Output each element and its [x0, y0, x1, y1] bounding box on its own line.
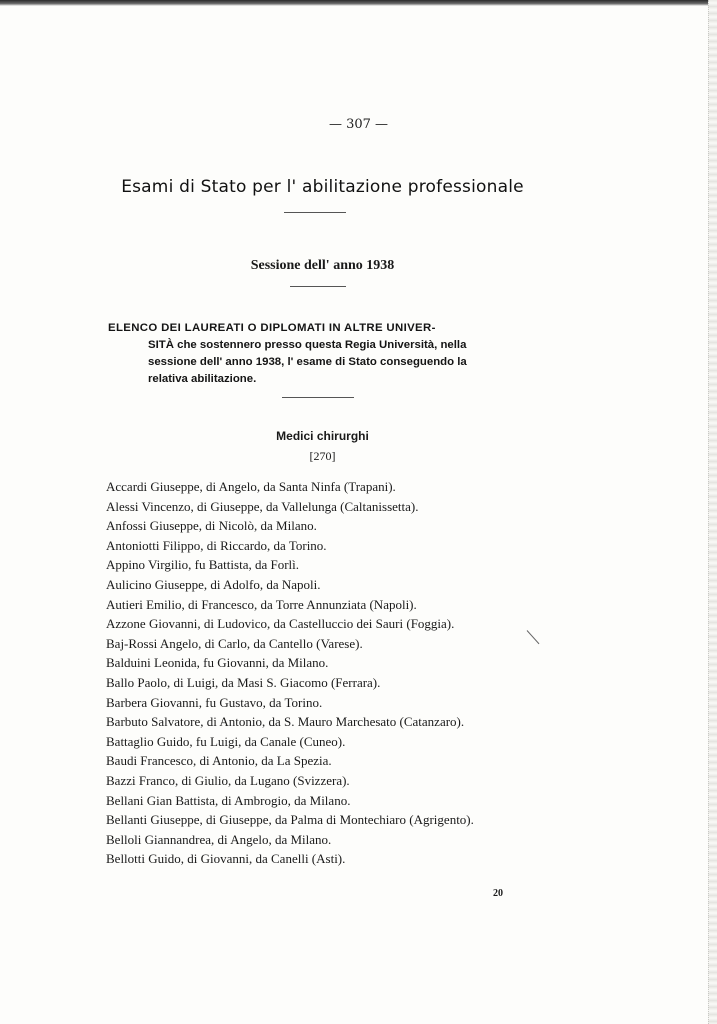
list-item: Bellotti Guido, di Giovanni, da Canelli (Asti).	[106, 851, 346, 867]
intro-line: ELENCO DEI LAUREATI O DIPLOMATI IN ALTRE UNIVER-	[108, 322, 436, 334]
section-count: [270]	[309, 449, 336, 463]
intro-line: sessione dell' anno 1938, l' esame di Stato conseguendo la	[148, 356, 467, 368]
divider	[284, 212, 346, 213]
list-item: Bazzi Franco, di Giulio, da Lugano (Svizzera).	[106, 772, 350, 788]
intro-line: SITÀ che sostennero presso questa Regia Università, nella	[148, 339, 467, 351]
section-title: Medici chirurghi	[276, 429, 369, 443]
list-item: Bellanti Giuseppe, di Giuseppe, da Palma di Montechiaro (Agrigento).	[106, 812, 474, 828]
list-item: Azzone Giovanni, di Ludovico, da Castelluccio dei Sauri (Foggia).	[106, 616, 455, 632]
divider	[282, 397, 354, 398]
intro-line: relativa abilitazione.	[148, 373, 257, 385]
list-item: Battaglio Guido, fu Luigi, da Canale (Cuneo).	[106, 733, 346, 749]
intro-paragraph	[108, 320, 533, 388]
list-item: Autieri Emilio, di Francesco, da Torre Annunziata (Napoli).	[106, 596, 417, 612]
list-item: Balduini Leonida, fu Giovanni, da Milano.	[106, 655, 329, 671]
list-item: Alessi Vincenzo, di Giuseppe, da Vallelunga (Caltanissetta).	[106, 498, 419, 514]
graduate-list	[106, 477, 546, 869]
list-item: Belloli Giannandrea, di Angelo, da Milano.	[106, 831, 332, 847]
list-item: Accardi Giuseppe, di Angelo, da Santa Ninfa (Trapani).	[106, 479, 396, 494]
list-item: Barbuto Salvatore, di Antonio, da S. Mauro Marchesato (Catanzaro).	[106, 714, 465, 730]
session-title: Sessione dell' anno 1938	[250, 258, 395, 273]
scan-right-edge	[708, 0, 717, 1024]
list-item: Aulicino Giuseppe, di Adolfo, da Napoli.	[106, 576, 321, 592]
list-item: Bellani Gian Battista, di Ambrogio, da Milano.	[106, 792, 351, 808]
list-item: Appino Virgilio, fu Battista, da Forlì.	[106, 557, 300, 573]
divider	[290, 286, 346, 287]
list-item: Anfossi Giuseppe, di Nicolò, da Milano.	[106, 518, 317, 534]
list-item: Antoniotti Filippo, di Riccardo, da Torino.	[106, 537, 327, 553]
list-item: Ballo Paolo, di Luigi, da Masi S. Giacomo (Ferrara).	[106, 674, 381, 690]
signature-mark: 20	[493, 888, 503, 899]
list-item: Baj-Rossi Angelo, di Carlo, da Cantello (Varese).	[106, 635, 363, 651]
scan-top-edge	[0, 0, 717, 6]
list-item: Barbera Giovanni, fu Gustavo, da Torino.	[106, 694, 323, 710]
page-title: Esami di Stato per l' abilitazione professionale	[121, 177, 524, 197]
list-item: Baudi Francesco, di Antonio, da La Spezia.	[106, 753, 332, 769]
page-number: — 307 —	[328, 117, 389, 132]
